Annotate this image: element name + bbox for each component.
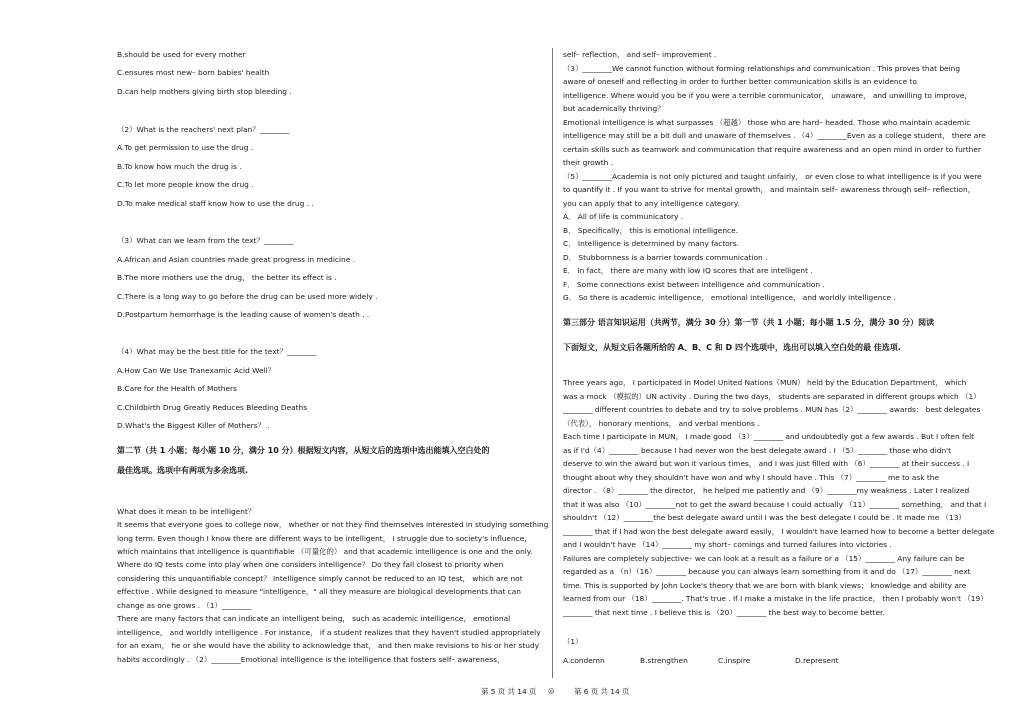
- passage-line: There are many factors that can indicate an intelligent being， such as academic intelligence， emotional: [117, 614, 511, 623]
- cloze-line: ________ that if I had won the best delegate award easily， I wouldn't have learned how to become a better delegate: [563, 527, 995, 536]
- option-line: A.How Can We Use Tranexamic Acid Well？: [117, 366, 276, 375]
- section-header: 第三部分 语言知识运用（共两节，满分 30 分）第一节（共 1 小题；每小题 1.5 分，满分 30 分）阅读: [563, 318, 935, 327]
- center-mark-icon: ◎: [548, 686, 555, 695]
- cloze-line: as if I'd（4）________ because I had never won the best delegate award . I （5）________ those who didn't: [563, 446, 952, 455]
- question-stem: （4）What may be the best title for the text？________: [117, 347, 317, 356]
- question-stem: （2）What is the reachers' next plan？________: [117, 125, 290, 134]
- page-number-right: 第 6 页 共 14 页: [574, 687, 630, 696]
- option-line: D.Postpartum hemorrhage is the leading cause of women's death . .: [117, 310, 370, 319]
- passage-line: self– reflection， and self– improvement .: [563, 50, 717, 59]
- choice-line: D． Stubbornness is a barrier towards communication .: [563, 253, 768, 262]
- cloze-line: Failures are completely subjective– we can look at a result as a failure or a （15）________ Any failure can be: [563, 554, 965, 563]
- option-line: C.Childbirth Drug Greatly Reduces Bleeding Deaths: [117, 403, 308, 412]
- passage-line: but academically thriving？: [563, 104, 665, 113]
- passage-line: Where do IQ tests come into play when one considers intelligence？ Do they fall closest to priority when: [117, 560, 504, 569]
- cloze-line: was a mock （模拟的）UN activity . During the two days， students are separated in different groups which （1）: [563, 392, 981, 401]
- question-stem: （3）What can we learn from the text？________: [117, 236, 294, 245]
- section-header: 第二节（共 1 小题；每小题 10 分，满分 10 分）根据短文内容，从短文后的选项中选出能填入空白处的: [117, 446, 490, 455]
- cloze-line: and I wouldn't have （14）________ my short– comings and turned failures into victories .: [563, 540, 892, 549]
- passage-line: It seems that everyone goes to college now， whether or not they find themselves interested in studying something: [117, 520, 549, 529]
- cloze-line: director . （8）________ the director， he helped me patiently and （9）________my weakness . Later I realized: [563, 486, 970, 495]
- cloze-line: ________ different countries to debate and try to solve problems . MUN has（2）________ awards： best delegates: [563, 405, 981, 414]
- option-c: C.inspire: [718, 656, 751, 665]
- passage-line: certain skills such as teamwork and communication that require awareness and an open mind in order to further: [563, 145, 981, 154]
- option-line: C.To let more people know the drug .: [117, 180, 254, 189]
- passage-line: aware of oneself and reflecting in order to further better communication skills is an evidence to: [563, 77, 917, 86]
- cloze-line: learned from our （18）________. That's true . If I make a mistake in the life practice， then I probably won't （19）: [563, 594, 988, 603]
- cloze-line: （代表）， honorary mentions， and verbal mentions .: [563, 419, 760, 428]
- passage-line: long term. Even though I know there are different ways to be intelligent， I struggle due to society's influence，: [117, 534, 532, 543]
- cloze-line: thought about why they shouldn't have won and why I should have . This （7）________ me to ask the: [563, 473, 940, 482]
- passage-line: considering this unquantifiable concept？ Intelligence simply cannot be reduced to an IQ test， which are not: [117, 574, 523, 583]
- option-line: B.To know how much the drug is .: [117, 162, 242, 171]
- passage-line: you can apply that to any intelligence category.: [563, 199, 740, 208]
- passage-line: change as one grows . （1）________: [117, 601, 252, 610]
- choice-line: E． In fact， there are many with low IQ scores that are intelligent .: [563, 266, 813, 275]
- passage-line: which maintains that intelligence is quantifiable （可量化的） and that academic intelligence is one and the only.: [117, 547, 533, 556]
- passage-line: intelligence， and worldly intelligence . For instance， if a student realizes that they haven't studied appropriately: [117, 628, 541, 637]
- section-header: 下面短文，从短文后各题所给的 A、B、C 和 D 四个选项中，选出可以填入空白处的最 佳选项.: [563, 343, 901, 352]
- option-d: D.represent: [795, 656, 839, 665]
- passage-line: for an exam， he or she would have the ability to acknowledge that， and then make revisions to his or her study: [117, 641, 540, 650]
- cloze-line: deserve to win the award but won it various times， and I was just filled with （6）________ at their success . I: [563, 459, 970, 468]
- cloze-line: Each time I participate in MUN， I made good （3）________ and undoubtedly got a few awards . But I often felt: [563, 432, 975, 441]
- cloze-line: ________ that next time . I believe this is （20）________ the best way to become better.: [563, 608, 885, 617]
- passage-line: to quantify it . If you want to strive for mental growth， and maintain self– awareness through self– reflection，: [563, 185, 976, 194]
- cloze-line: shouldn't （12）________the best delegate award until I was the best delegate I could be . It made me （13）: [563, 513, 966, 522]
- cloze-line: Three years ago， I participated in Model United Nations（MUN） held by the Education Department， which: [563, 378, 967, 387]
- passage-line: （3）________We cannot function without forming relationships and communication . This proves that being: [563, 64, 961, 73]
- choice-line: A． All of life is communicatory .: [563, 212, 684, 221]
- passage-line: habits accordingly . （2）________Emotional intelligence is the intelligence that fosters self– awareness，: [117, 655, 505, 664]
- cloze-line: regarded as a （n）（16）________ because you can always learn something from it and do （17）________ next: [563, 567, 971, 576]
- option-a: A.condemn: [563, 656, 605, 665]
- choice-line: B． Specifically， this is emotional intelligence.: [563, 226, 738, 235]
- page-number-left: 第 5 页 共 14 页: [481, 687, 537, 696]
- choice-line: F． Some connections exist between intelligence and communication .: [563, 280, 825, 289]
- passage-line: What does it mean to be intelligent？: [117, 507, 256, 516]
- passage-line: intelligence. Where would you be if you were a terrible communicator， unaware， and unwilling to improve，: [563, 91, 972, 100]
- choice-line: C． Intelligence is determined by many factors.: [563, 239, 740, 248]
- option-line: D.can help mothers giving birth stop bleeding .: [117, 87, 292, 96]
- passage-line: effective . While designed to measure "intelligence，" all they measure are biological developments that can: [117, 587, 521, 596]
- choice-line: G． So there is academic intelligence， emotional intelligence， and worldly intelligence .: [563, 293, 896, 302]
- option-line: C.There is a long way to go before the drug can be used more widely .: [117, 292, 378, 301]
- cloze-line: time. This is supported by John Locke's theory that we are born with blank views； knowledge and ability are: [563, 581, 967, 590]
- option-line: B.Care for the Health of Mothers: [117, 384, 237, 393]
- passage-line: their growth .: [563, 158, 613, 167]
- option-line: C.ensures most new– born babies' health: [117, 68, 270, 77]
- option-line: A.African and Asian countries made great progress in medicine .: [117, 255, 355, 264]
- cloze-line: that it was also （10）________not to get the award because I could actually （11）________ something， and that I: [563, 500, 987, 509]
- column-divider: [552, 48, 553, 678]
- option-line: B.The more mothers use the drug， the better its effect is .: [117, 273, 337, 282]
- passage-line: intelligence may still be a bit dull and unaware of themselves . （4）________Even as a college student， there are: [563, 131, 986, 140]
- option-line: A.To get permission to use the drug .: [117, 143, 254, 152]
- option-line: D.To make medical staff know how to use the drug . .: [117, 199, 314, 208]
- question-stem: （1）: [563, 637, 583, 646]
- passage-line: （5）________Academia is not only pictured and taught unfairly， or even close to what intelligence is if you were: [563, 172, 982, 181]
- passage-line: Emotional intelligence is what surpasses （超越） those who are hard– headed. Those who maintain academic: [563, 118, 971, 127]
- option-line: D.What's the Biggest Killer of Mothers？ .: [117, 421, 270, 430]
- option-line: B.should be used for every mother: [117, 50, 246, 59]
- option-b: B.strengthen: [640, 656, 688, 665]
- section-header: 最佳选项。选项中有两项为多余选项.: [117, 466, 249, 475]
